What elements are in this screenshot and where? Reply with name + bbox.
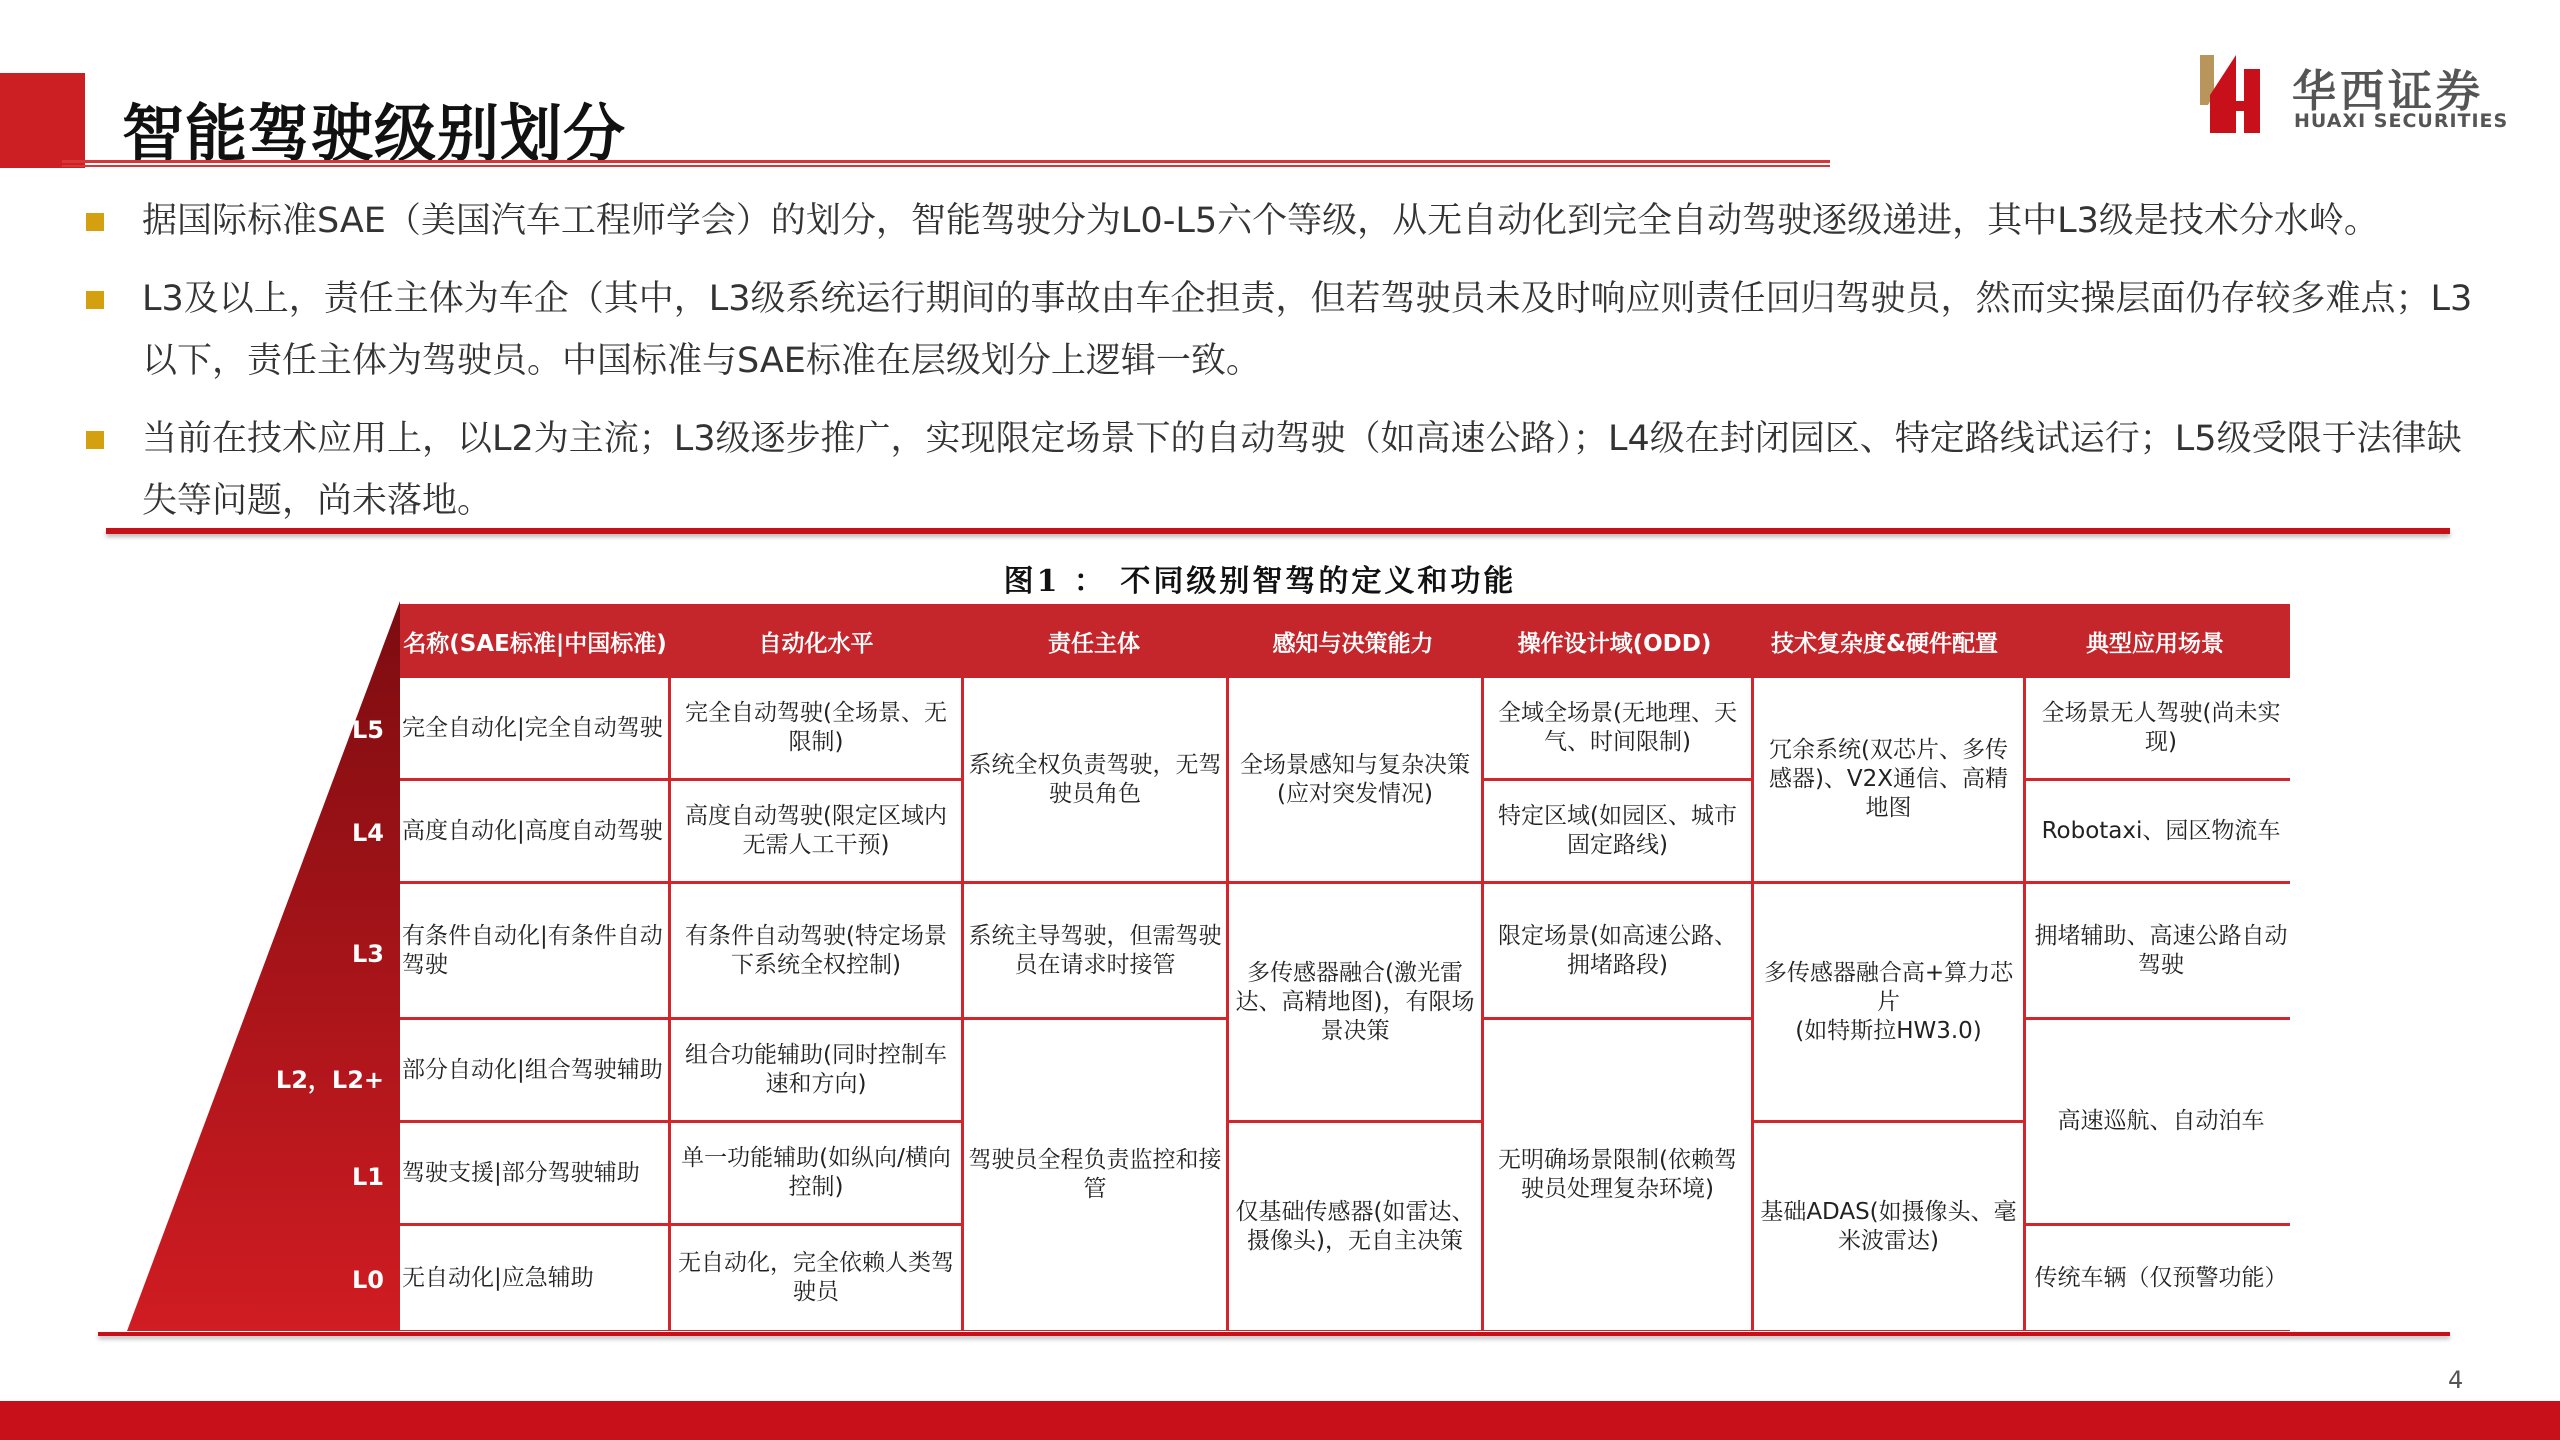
column-header: 名称(SAE标准|中国标准) [403, 630, 667, 657]
page-number: 4 [2448, 1366, 2464, 1394]
bullet-square-icon [86, 213, 104, 231]
cell-automation: 高度自动驾驶(限定区域内无需人工干预) [671, 781, 961, 881]
bullet-item [86, 408, 2486, 532]
footer-bar [0, 1401, 2560, 1440]
bullet-list [86, 190, 2486, 548]
company-logo [2200, 55, 2510, 135]
cell-name: 高度自动化|高度自动驾驶 [400, 781, 668, 881]
cell-perception: 仅基础传感器(如雷达、摄像头)，无自主决策 [1229, 1123, 1481, 1330]
cell-scenario: 高速巡航、自动泊车 [2026, 1020, 2296, 1223]
huaxi-logo-icon [2200, 55, 2270, 133]
cell-name: 驾驶支援|部分驾驶辅助 [400, 1123, 668, 1223]
cell-name: 完全自动化|完全自动驾驶 [400, 678, 668, 778]
cell-scenario: 拥堵辅助、高速公路自动驾驶 [2026, 884, 2296, 1017]
cell-name: 无自动化|应急辅助 [400, 1226, 668, 1330]
bullet-square-icon [86, 291, 104, 309]
logo-chinese-name: 华西证券 [2292, 66, 2484, 117]
cell-scenario: 全场景无人驾驶(尚未实现) [2026, 678, 2296, 778]
cell-automation: 组合功能辅助(同时控制车速和方向) [671, 1020, 961, 1120]
logo-english-name: HUAXI SECURITIES [2294, 110, 2509, 132]
level-label: L1 [352, 1163, 384, 1191]
cell-odd: 无明确场景限制(依赖驾驶员处理复杂环境) [1484, 1020, 1751, 1330]
table-header [400, 604, 2290, 678]
column-header: 感知与决策能力 [1272, 630, 1434, 657]
cell-responsibility: 系统主导驾驶，但需驾驶员在请求时接管 [964, 884, 1226, 1017]
cell-scenario: Robotaxi、园区物流车 [2026, 781, 2296, 881]
cell-responsibility: 系统全权负责驾驶，无驾驶员角色 [964, 678, 1226, 881]
level-label: L5 [352, 716, 384, 744]
bullet-item [86, 190, 2486, 252]
column-header: 操作设计域(ODD) [1517, 630, 1712, 657]
cell-odd: 限定场景(如高速公路、拥堵路段) [1484, 884, 1751, 1017]
cell-tech: 冗余系统(双芯片、多传感器)、V2X通信、高精地图 [1754, 678, 2023, 881]
cell-scenario: 传统车辆（仅预警功能） [2026, 1226, 2296, 1330]
cell-automation: 单一功能辅助(如纵向/横向控制) [671, 1123, 961, 1223]
level-label: L0 [352, 1266, 384, 1294]
cell-name: 部分自动化|组合驾驶辅助 [400, 1020, 668, 1120]
cell-tech: 多传感器融合高+算力芯片 (如特斯拉HW3.0) [1754, 884, 2023, 1120]
title-underline [62, 160, 1830, 167]
page-title: 智能驾驶级别划分 [122, 97, 627, 170]
column-header: 责任主体 [1048, 630, 1140, 657]
title-accent-block [0, 73, 85, 168]
bullet-square-icon [86, 431, 104, 449]
cell-tech: 基础ADAS(如摄像头、毫米波雷达) [1754, 1123, 2023, 1330]
cell-automation: 有条件自动驾驶(特定场景下系统全权控制) [671, 884, 961, 1017]
bullet-text: 据国际标准SAE（美国汽车工程师学会）的划分，智能驾驶分为L0-L5六个等级，从无自动化到完全自动驾驶逐级递进，其中L3级是技术分水岭。 [142, 201, 2379, 241]
bullet-text: 当前在技术应用上，以L2为主流；L3级逐步推广，实现限定场景下的自动驾驶（如高速公路）；L4级在封闭园区、特定路线试运行；L5级受限于法律缺失等问题，尚未落地。 [142, 419, 2462, 521]
cell-perception: 全场景感知与复杂决策(应对突发情况) [1229, 678, 1481, 881]
table-bottom-divider [98, 1332, 2450, 1336]
cell-automation: 完全自动驾驶(全场景、无限制) [671, 678, 961, 778]
column-header: 自动化水平 [758, 630, 874, 657]
column-header: 技术复杂度&硬件配置 [1770, 630, 1999, 657]
level-label: L4 [352, 819, 384, 847]
column-header: 典型应用场景 [2086, 630, 2224, 657]
cell-perception: 多传感器融合(激光雷达、高精地图)，有限场景决策 [1229, 884, 1481, 1120]
cell-odd: 全域全场景(无地理、天气、时间限制) [1484, 678, 1751, 778]
cell-name: 有条件自动化|有条件自动驾驶 [400, 884, 668, 1017]
cell-responsibility: 驾驶员全程负责监控和接管 [964, 1020, 1226, 1330]
section-divider [106, 528, 2450, 534]
levels-table [400, 678, 2290, 1331]
level-label: L2，L2+ [275, 1066, 384, 1094]
cell-automation: 无自动化，完全依赖人类驾驶员 [671, 1226, 961, 1330]
bullet-item [86, 268, 2486, 392]
figure-caption: 图1 ： 不同级别智驾的定义和功能 [1003, 564, 1517, 599]
bullet-text: L3及以上，责任主体为车企（其中，L3级系统运行期间的事故由车企担责，但若驾驶员未及时响应则责任回归驾驶员，然而实操层面仍存较多难点；L3以下，责任主体为驾驶员。中国标准与SAE标准在层级划分上逻辑一致。 [142, 279, 2473, 381]
cell-odd: 特定区域(如园区、城市固定路线) [1484, 781, 1751, 881]
level-label: L3 [352, 940, 384, 968]
